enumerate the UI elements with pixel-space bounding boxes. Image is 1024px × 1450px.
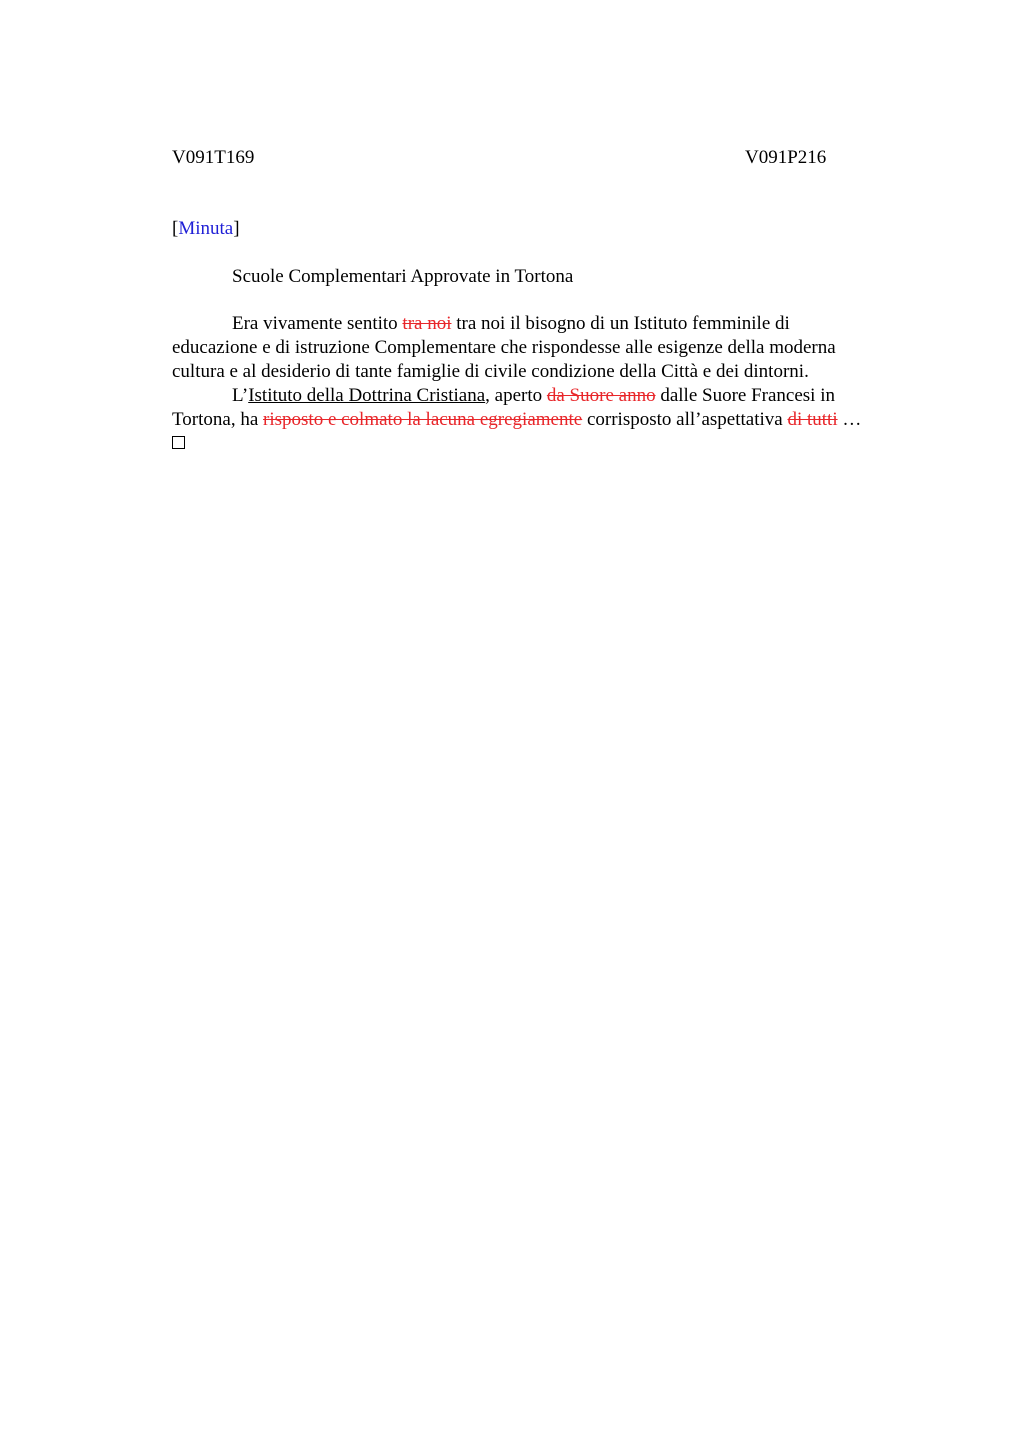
text-segment: Era vivamente sentito (232, 313, 403, 334)
paragraph2-line2 (172, 408, 932, 432)
deleted-text: tra noi (402, 313, 452, 334)
deleted-text: risposto e colmato la lacuna egregiamente (263, 409, 583, 430)
text-segment: , aperto (485, 385, 547, 406)
minuta-label (172, 217, 240, 241)
text-segment: tra noi il bisogno di un Istituto femminile di (451, 313, 790, 334)
header-right-code: V091P216 (745, 147, 827, 168)
text-segment: dalle Suore Francesi in (655, 385, 835, 406)
minuta-open-bracket: [ (172, 218, 179, 239)
text-segment: Tortona, ha (172, 409, 264, 430)
text-segment: … (837, 409, 862, 430)
header-left-code: V091T169 (172, 147, 255, 168)
paragraph2-line1 (172, 384, 932, 408)
text-segment: corrisposto all’aspettativa (582, 409, 788, 430)
underlined-text: Istituto della Dottrina Cristiana (248, 385, 486, 406)
paragraph1-line3: cultura e al desiderio di tante famiglie di civile condizione della Città e dei dintorni. (172, 361, 809, 382)
paragraph1-line2: educazione e di istruzione Complementare che rispondesse alle esigenze della moderna (172, 337, 836, 358)
document-title: Scuole Complementari Approvate in Tortona (232, 266, 574, 287)
paragraph1-line1 (172, 312, 932, 336)
minuta-text: Minuta (178, 218, 234, 239)
square-outline-icon (172, 436, 185, 449)
deleted-text: di tutti (787, 409, 838, 430)
text-segment: L’ (232, 385, 249, 406)
minuta-close-bracket: ] (233, 218, 240, 239)
document-body (172, 312, 932, 432)
deleted-text: da Suore anno (546, 385, 656, 406)
